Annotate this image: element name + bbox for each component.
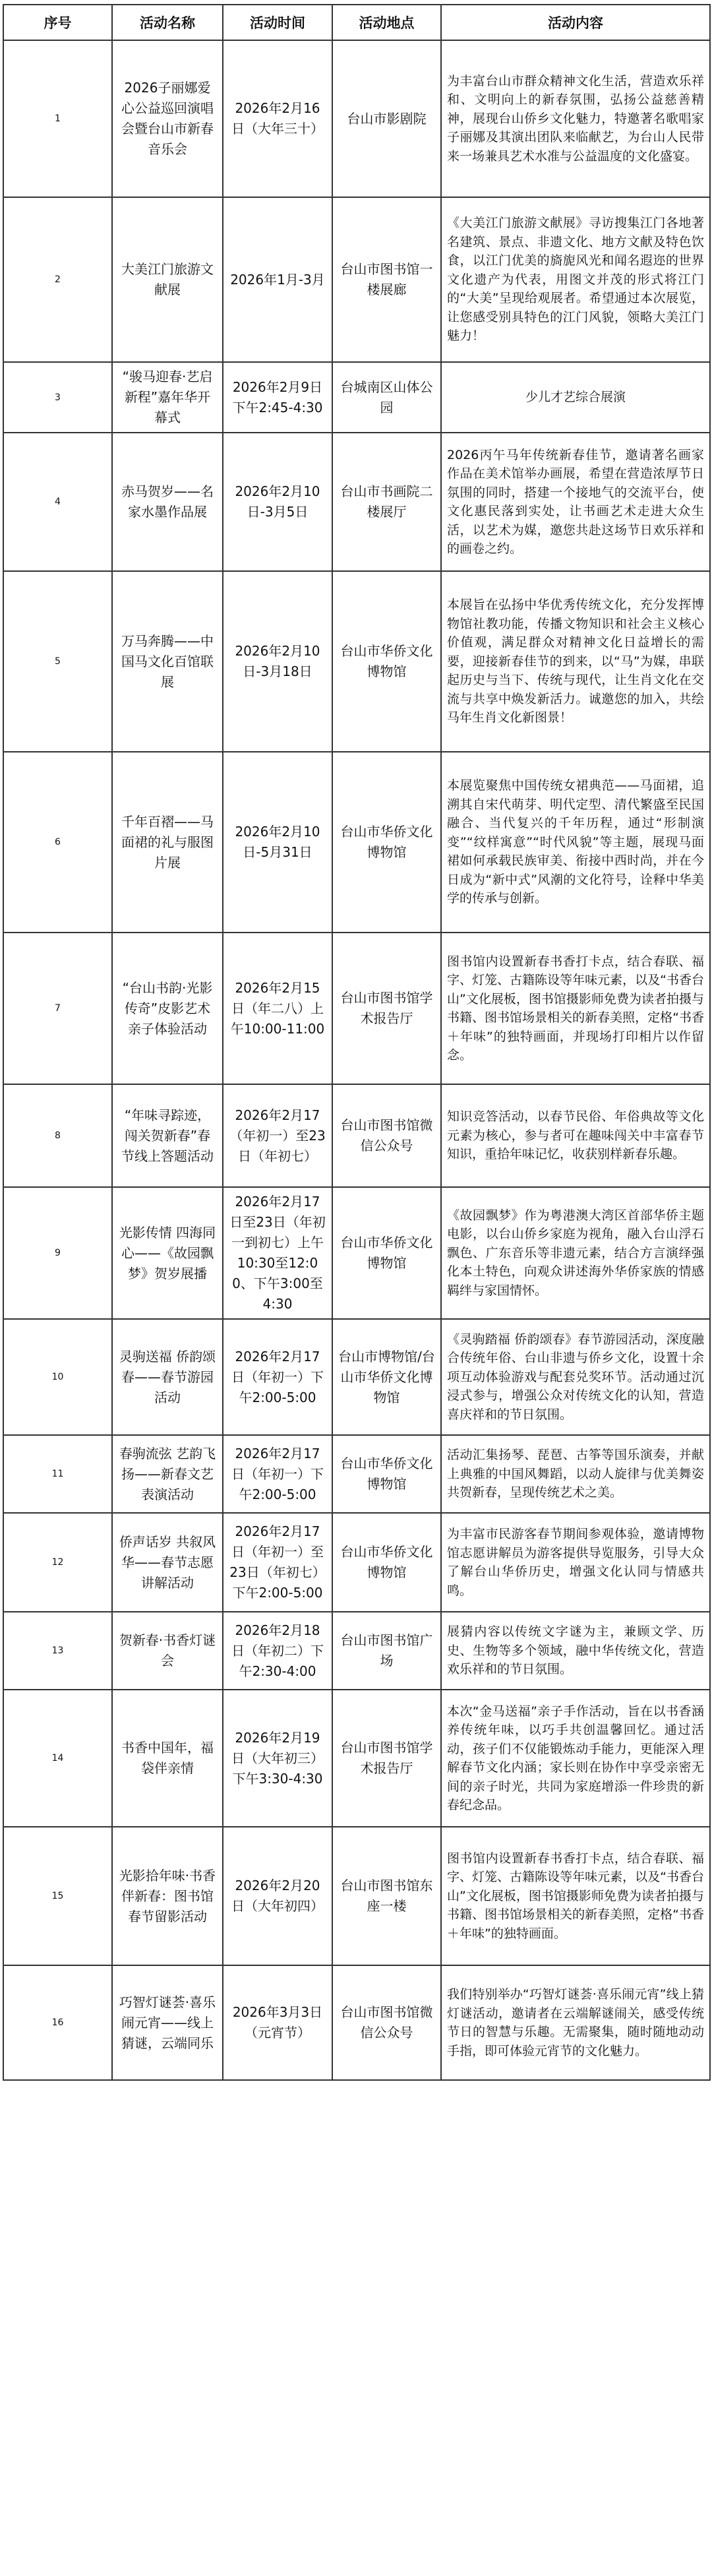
row-number: 6 [3, 752, 112, 933]
activity-place: 台山市书画院二楼展厅 [332, 433, 441, 571]
activity-content: 2026丙午马年传统新春佳节，邀请著名画家作品在美术馆举办画展，希望在营造浓厚节日氛围的同时，搭建一个接地气的交流平台，使文化惠民落到实处，让书画艺术走进大众生活，以艺术为媒，邀您共赴这场节日欢乐祥和的画卷之约。 [441, 433, 710, 571]
activity-time: 2026年3月3日（元宵节） [223, 1965, 332, 2080]
activity-content: 《灵驹踏福 侨韵颂春》春节游园活动，深度融合传统年俗、台山非遗与侨乡文化，设置十余项互动体验游戏与配套兑奖环节。活动通过沉浸式参与，增强公众对传统文化的认知，营造喜庆祥和的节日氛围。 [441, 1319, 710, 1435]
activity-name: 千年百褶——马面裙的礼与服图片展 [112, 752, 223, 933]
activity-name: 贺新春·书香灯谜会 [112, 1612, 223, 1690]
activity-content: 知识竞答活动，以春节民俗、年俗典故等文化元素为核心，参与者可在趣味闯关中丰富春节知识，重拾年味记忆，收获别样新春乐趣。 [441, 1084, 710, 1187]
activity-place: 台山市华侨文化博物馆 [332, 1513, 441, 1612]
activity-place: 台山市图书馆广场 [332, 1612, 441, 1690]
row-number: 7 [3, 933, 112, 1084]
activity-name: 赤马贺岁——名家水墨作品展 [112, 433, 223, 571]
row-number: 1 [3, 40, 112, 197]
row-number: 16 [3, 1965, 112, 2080]
activity-place: 台山市华侨文化博物馆 [332, 571, 441, 752]
table-row [3, 1612, 710, 1690]
table-row [3, 1827, 710, 1965]
activity-place: 台山市华侨文化博物馆 [332, 1187, 441, 1319]
activity-place: 台山市图书馆学术报告厅 [332, 1690, 441, 1827]
row-number: 8 [3, 1084, 112, 1187]
row-number: 15 [3, 1827, 112, 1965]
table-body [3, 40, 710, 2080]
activity-time: 2026年2月15日（年二八）上午10:00-11:00 [223, 933, 332, 1084]
activity-place: 台山市影剧院 [332, 40, 441, 197]
activity-time: 2026年2月17（年初一）至23日（年初七） [223, 1084, 332, 1187]
activity-place: 台山市华侨文化博物馆 [332, 752, 441, 933]
activity-content: 《故园飘梦》作为粤港澳大湾区首部华侨主题电影，以台山侨乡家庭为视角，融入台山浮石飘色、广东音乐等非遗元素，结合方言演绎强化本土特色，向观众讲述海外华侨家族的情感羁绊与家国情怀。 [441, 1187, 710, 1319]
activity-place: 台山市图书馆微信公众号 [332, 1084, 441, 1187]
table-row [3, 1965, 710, 2080]
table-row [3, 571, 710, 752]
activity-name: 灵驹送福 侨韵颂春——春节游园活动 [112, 1319, 223, 1435]
activity-place: 台山市图书馆学术报告厅 [332, 933, 441, 1084]
activity-content: 图书馆内设置新春书香打卡点，结合春联、福字、灯笼、古籍陈设等年味元素，以及“书香台山”文化展板，图书馆摄影师免费为读者拍摄与书籍、图书馆场景相关的新春美照，定格“书香＋年味”的独特画面。 [441, 1827, 710, 1965]
table-row [3, 362, 710, 433]
activity-content: 少儿才艺综合展演 [441, 362, 710, 433]
activity-place: 台山市图书馆一楼展廊 [332, 197, 441, 362]
activity-name: “台山书韵·光影传奇”皮影艺术亲子体验活动 [112, 933, 223, 1084]
activity-place: 台山市华侨文化博物馆 [332, 1435, 441, 1513]
activity-name: 书香中国年，福袋伴亲情 [112, 1690, 223, 1827]
table-row [3, 1084, 710, 1187]
table-row [3, 1435, 710, 1513]
activity-content: 图书馆内设置新春书香打卡点，结合春联、福字、灯笼、古籍陈设等年味元素，以及“书香台山”文化展板，图书馆摄影师免费为读者拍摄与书籍、图书馆场景相关的新春美照，定格“书香＋年味”的独特画面，并现场打印相片以作留念。 [441, 933, 710, 1084]
header-name: 活动名称 [112, 5, 223, 40]
header-content: 活动内容 [441, 5, 710, 40]
activity-name: 侨声话岁 共叙风华——春节志愿讲解活动 [112, 1513, 223, 1612]
header-time: 活动时间 [223, 5, 332, 40]
activity-content: 本次“金马送福”亲子手作活动，旨在以书香涵养传统年味，以巧手共创温馨回忆。通过活动，孩子们不仅能锻炼动手能力，更能深入理解春节文化内涵；家长则在协作中享受亲密无间的亲子时光，共同为家庭增添一件珍贵的新春纪念品。 [441, 1690, 710, 1827]
row-number: 13 [3, 1612, 112, 1690]
activity-time: 2026年2月19日（大年初三）下午3:30-4:30 [223, 1690, 332, 1827]
table-row [3, 1187, 710, 1319]
row-number: 9 [3, 1187, 112, 1319]
activity-name: 巧智灯谜荟·喜乐闹元宵——线上猜谜，云端同乐 [112, 1965, 223, 2080]
activity-place: 台城南区山体公园 [332, 362, 441, 433]
activity-time: 2026年2月20日（大年初四） [223, 1827, 332, 1965]
activity-name: 大美江门旅游文献展 [112, 197, 223, 362]
activity-time: 2026年2月17日（年初一）至23日（年初七）下午2:00-5:00 [223, 1513, 332, 1612]
activity-time: 2026年2月10日-3月5日 [223, 433, 332, 571]
row-number: 4 [3, 433, 112, 571]
activity-time: 2026年2月18日（年初二）下午2:30-4:00 [223, 1612, 332, 1690]
activity-place: 台山市图书馆东座一楼 [332, 1827, 441, 1965]
table-row [3, 1319, 710, 1435]
activity-content: 为丰富市民游客春节期间参观体验，邀请博物馆志愿讲解员为游客提供导览服务，引导大众了解台山华侨历史，增强文化认同与情感共鸣。 [441, 1513, 710, 1612]
activity-name: 万马奔腾——中国马文化百馆联展 [112, 571, 223, 752]
activity-content: 本展览聚焦中国传统女裙典范——马面裙，追溯其自宋代萌芽、明代定型、清代繁盛至民国融合、当代复兴的千年历程，通过“形制演变”“纹样寓意”“时代风貌”等主题，展现马面裙如何承载民族审美、衔接中西时尚，并在今日成为“新中式”风潮的文化符号，诠释中华美学的传承与创新。 [441, 752, 710, 933]
activity-place: 台山市博物馆/台山市华侨文化博物馆 [332, 1319, 441, 1435]
activity-content: 我们特别举办“巧智灯谜荟·喜乐闹元宵”线上猜灯谜活动，邀请者在云端解谜闹关，感受传统节日的智慧与乐趣。无需聚集，随时随地动动手指，即可体验元宵节的文化魅力。 [441, 1965, 710, 2080]
table-row [3, 1690, 710, 1827]
activity-content: 活动汇集扬琴、琵琶、古筝等国乐演奏，并献上典雅的中国风舞蹈，以动人旋律与优美舞姿共贺新春，呈现传统艺术之美。 [441, 1435, 710, 1513]
events-table [3, 4, 711, 2081]
table-row [3, 752, 710, 933]
activity-name: “年味寻踪迹，闯关贺新春”春节线上答题活动 [112, 1084, 223, 1187]
header-no: 序号 [3, 5, 112, 40]
row-number: 11 [3, 1435, 112, 1513]
row-number: 14 [3, 1690, 112, 1827]
activity-content: 展猜内容以传统文字谜为主，兼顾文学、历史、生物等多个领域，融中华传统文化，营造欢乐祥和的节日氛围。 [441, 1612, 710, 1690]
row-number: 2 [3, 197, 112, 362]
row-number: 10 [3, 1319, 112, 1435]
table-row [3, 1513, 710, 1612]
activity-content: 为丰富台山市群众精神文化生活，营造欢乐祥和、文明向上的新春氛围，弘扬公益慈善精神，展现台山侨乡文化魅力，特邀著名歌唱家子丽娜及其演出团队来临献艺，为台山人民带来一场兼具艺术水准与公益温度的文化盛宴。 [441, 40, 710, 197]
row-number: 12 [3, 1513, 112, 1612]
activity-time: 2026年2月10日-5月31日 [223, 752, 332, 933]
row-number: 3 [3, 362, 112, 433]
activity-name: 光影拾年味·书香伴新春：图书馆春节留影活动 [112, 1827, 223, 1965]
activity-time: 2026年1月-3月 [223, 197, 332, 362]
header-row [3, 5, 710, 40]
activity-content: 《大美江门旅游文献展》寻访搜集江门各地著名建筑、景点、非遗文化、地方文献及特色饮食，以江门优美的旖旎风光和闻名遐迩的世界文化遗产为代表，用图文并茂的形式将江门的“大美”呈现给观展者。希望通过本次展览，让您感受别具特色的江门风貌，领略大美江门魅力！ [441, 197, 710, 362]
activity-time: 2026年2月9日下午2:45-4:30 [223, 362, 332, 433]
activity-time: 2026年2月10日-3月18日 [223, 571, 332, 752]
table-header [3, 5, 710, 40]
activity-name: 春驹流弦 艺韵飞扬——新春文艺表演活动 [112, 1435, 223, 1513]
table-row [3, 433, 710, 571]
activity-content: 本展旨在弘扬中华优秀传统文化，充分发挥博物馆社教功能，传播文物知识和社会主义核心价值观，满足群众对精神文化日益增长的需要，迎接新春佳节的到来，以“马”为媒，串联起历史与当下、传统与现代，让生肖文化在交流与共享中焕发新活力。诚邀您的加入，共绘马年生肖文化新图景！ [441, 571, 710, 752]
table-row [3, 197, 710, 362]
activity-place: 台山市图书馆微信公众号 [332, 1965, 441, 2080]
activity-name: “骏马迎春·艺启新程”嘉年华开幕式 [112, 362, 223, 433]
activity-name: 光影传情 四海同心——《故园飘梦》贺岁展播 [112, 1187, 223, 1319]
row-number: 5 [3, 571, 112, 752]
header-place: 活动地点 [332, 5, 441, 40]
activity-time: 2026年2月16日（大年三十） [223, 40, 332, 197]
table-row [3, 933, 710, 1084]
activity-time: 2026年2月17日至23日（年初一到初七）上午10:30至12:00、下午3:00至4:30 [223, 1187, 332, 1319]
table-row [3, 40, 710, 197]
activity-name: 2026子丽娜爱心公益巡回演唱会暨台山市新春音乐会 [112, 40, 223, 197]
activity-time: 2026年2月17日（年初一）下午2:00-5:00 [223, 1319, 332, 1435]
activity-time: 2026年2月17日（年初一）下午2:00-5:00 [223, 1435, 332, 1513]
